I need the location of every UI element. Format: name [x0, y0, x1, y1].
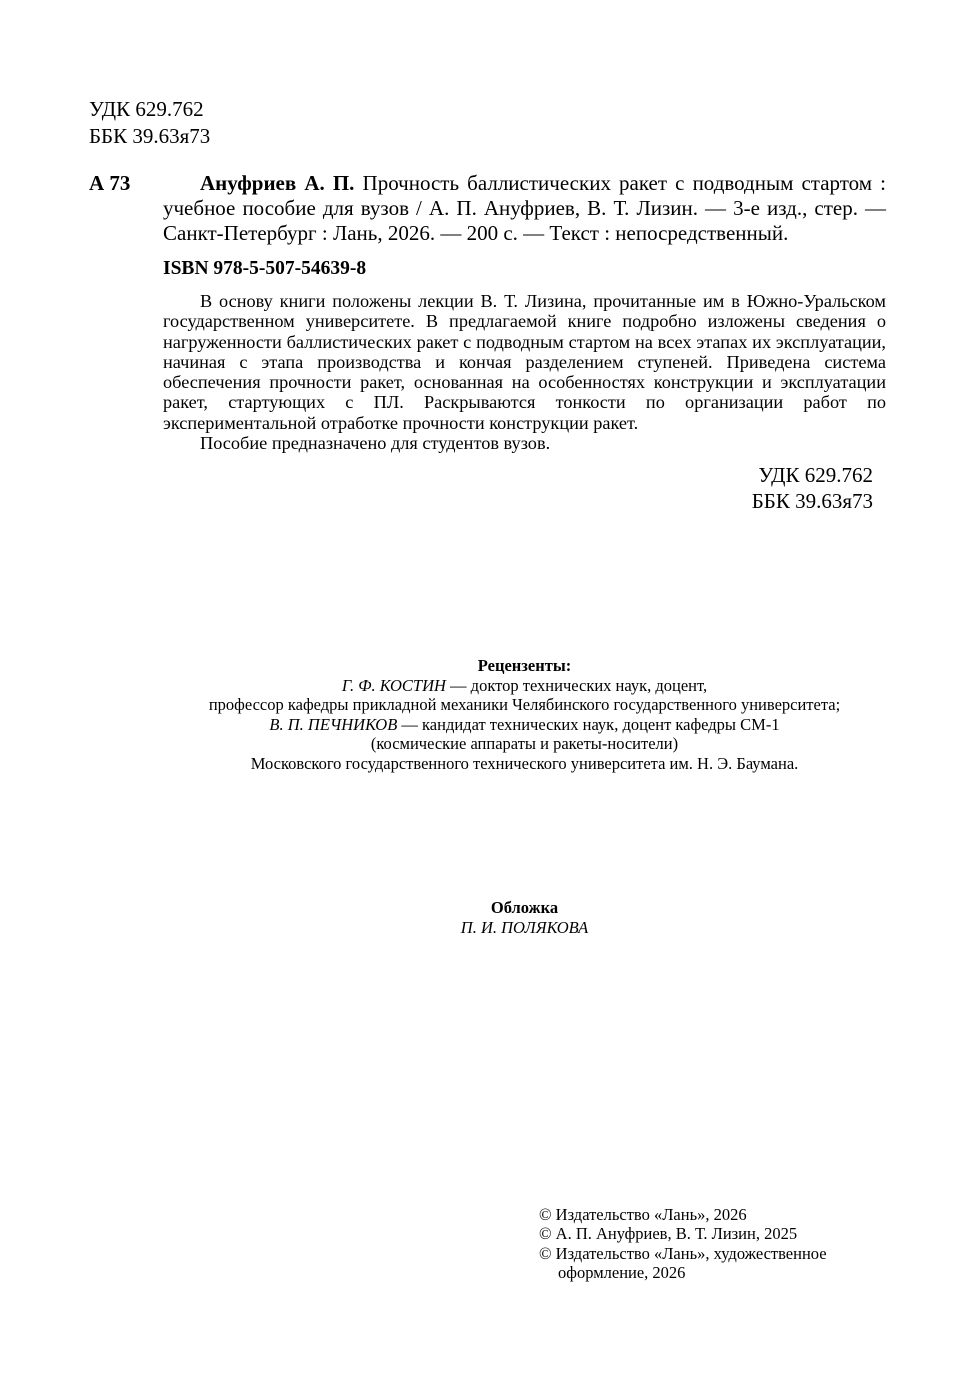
- copyright-line: © Издательство «Лань», 2026: [539, 1205, 747, 1224]
- reviewer-1-affiliation: профессор кафедры прикладной механики Челябинского государственного университета;: [208, 695, 841, 715]
- annotation: [163, 291, 886, 453]
- bbk-code: ББК 39.63я73: [89, 124, 211, 148]
- annotation-paragraph: В основу книги положены лекции В. Т. Лизина, прочитанные им в Южно-Уральском государственном университете. В предлагаемой книге подробно изложены сведения о нагруженности баллистических ракет с подводным стартом на всех этапах их эксплуатации, начиная с этапа производства и кончая разделением ступеней. Приведена система обеспечения прочности ракет, основанная на особенностях конструкции и эксплуатации ракет, стартующих с ПЛ. Раскрываются тонкости по организации работ по экспериментальной отработке прочности конструкции ракет.: [163, 291, 886, 433]
- description-text: Прочность баллистических ракет с подводным стартом : учебное пособие для вузов / А. П. Ануфриев, В. Т. Лизин. — 3-е изд., стер. — Санкт-Петербург : Лань, 2026. — 200 с. — Текст : непосредственный.: [163, 171, 887, 245]
- copyright-line: оформление, 2026: [558, 1263, 686, 1283]
- udk-code: УДК 629.762: [89, 97, 204, 121]
- annotation-paragraph: Пособие предназначено для студентов вузов.: [200, 433, 551, 454]
- bibliographic-description: [163, 171, 886, 246]
- copyright-block: [539, 1205, 859, 1283]
- reviewer-2-line: [163, 715, 886, 735]
- reviewer-1-line: [163, 676, 886, 696]
- author-sign: А 73: [89, 171, 131, 195]
- top-classification-codes: [89, 96, 210, 150]
- cover-credit: [163, 898, 886, 937]
- cover-heading: Обложка: [490, 898, 559, 917]
- reviewer-2-department: (космические аппараты и ракеты-носители): [370, 734, 679, 754]
- reviewers-section: [163, 656, 886, 774]
- bottom-classification-codes: [752, 462, 873, 514]
- bbk-code: ББК 39.63я73: [751, 489, 873, 513]
- reviewers-heading: Рецензенты:: [477, 656, 572, 675]
- cover-designer-name: П. И. ПОЛЯКОВА: [460, 917, 589, 937]
- reviewer-2-credentials: — кандидат технических наук, доцент кафедры СМ-1: [397, 714, 780, 734]
- reviewer-2-affiliation: Московского государственного технического университета им. Н. Э. Баумана.: [250, 753, 799, 773]
- copyright-line: © Издательство «Лань», художественное: [539, 1243, 827, 1263]
- reviewer-2-name: В. П. ПЕЧНИКОВ: [269, 714, 398, 734]
- reviewer-1-credentials: — доктор технических наук, доцент,: [445, 675, 708, 695]
- copyright-line: © А. П. Ануфриев, В. Т. Лизин, 2025: [539, 1224, 798, 1244]
- isbn: ISBN 978-5-507-54639-8: [163, 258, 367, 279]
- author-name: Ануфриев А. П.: [200, 171, 355, 195]
- udk-code: УДК 629.762: [758, 463, 873, 487]
- reviewer-1-name: Г. Ф. КОСТИН: [341, 675, 446, 695]
